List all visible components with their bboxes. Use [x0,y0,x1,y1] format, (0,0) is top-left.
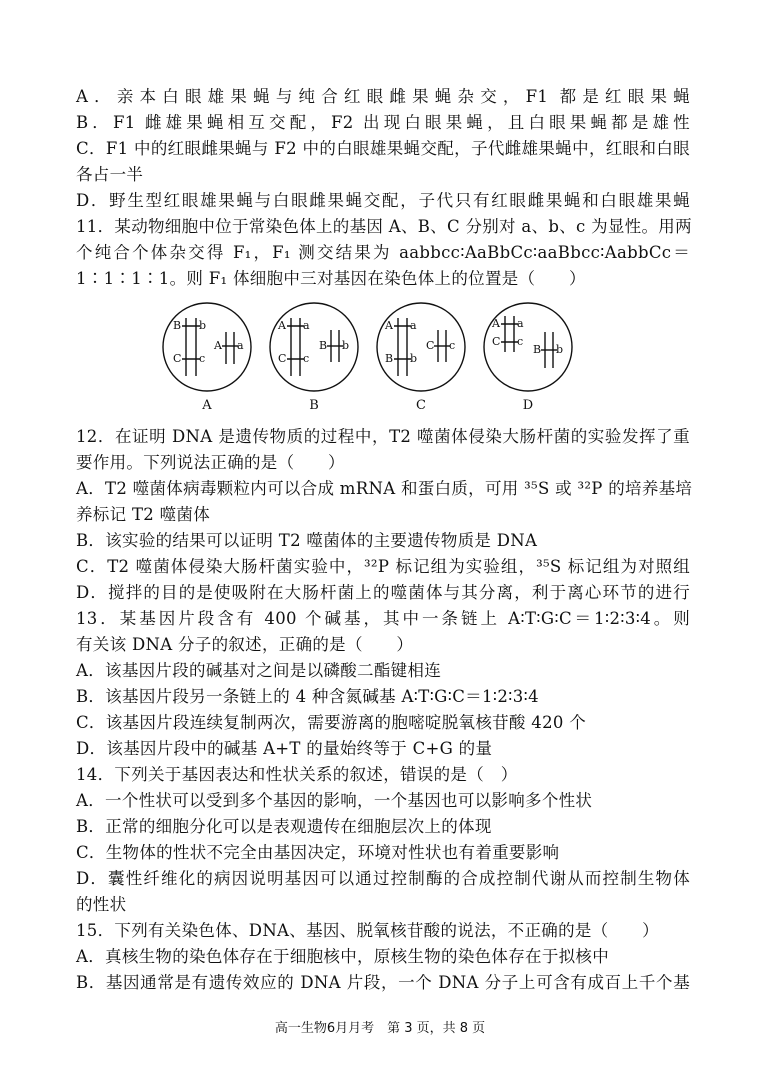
gene-label: b [342,339,350,352]
gene-label: a [517,317,524,330]
q12-stem-line-2: 要作用。下列说法正确的是（ ） [76,453,345,472]
gene-label: a [303,319,310,332]
q14-option-d: D．囊性纤维化的病因说明基因可以通过控制酶的合成控制代谢从而控制生物体 [76,869,690,888]
gene-label: c [517,335,524,348]
option-label-a: A [202,398,212,413]
q12-option-c: C．T2 噬菌体侵染大肠杆菌实验中，³²P 标记组为实验组，³⁵S 标记组为对照组 [76,557,690,576]
q15-option-a: A．真核生物的染色体存在于细胞核中，原核生物的染色体存在于拟核中 [76,947,610,966]
gene-label: B [173,319,182,332]
gene-label: A [492,317,500,330]
q11-stem-line-3: 1∶1∶1∶1。则 F₁ 体细胞中三对基因在染色体上的位置是（ ） [76,269,586,288]
gene-label: b [410,352,418,365]
q13-stem-line-2: 有关该 DNA 分子的叙述，正确的是（ ） [76,635,414,654]
q15-stem: 15．下列有关染色体、DNA、基因、脱氧核苷酸的说法，不正确的是（ ） [76,921,659,940]
q11-diagram-c[interactable] [374,300,468,418]
q13-option-d: D．该基因片段中的碱基 A+T 的量始终等于 C+G 的量 [76,739,493,758]
gene-label: B [319,339,328,352]
q13-option-c: C．该基因片段连续复制两次，需要游离的胞嘧啶脱氧核苷酸 420 个 [76,713,587,732]
q14-stem: 14．下列关于基因表达和性状关系的叙述，错误的是（ ） [76,765,518,784]
gene-label: c [303,352,310,365]
page-footer: 高一生物6月月考 第 3 页，共 8 页 [274,1021,486,1036]
q11-stem-line-1: 11．某动物细胞中位于常染色体上的基因 A、B、C 分别对 a、b、c 为显性。用两 [76,217,692,236]
gene-label: a [410,319,417,332]
q12-option-a: A．T2 噬菌体病毒颗粒内可以合成 mRNA 和蛋白质，可用 ³⁵S 或 ³²P 的培养基培 [76,479,693,498]
gene-label: c [449,339,456,352]
q12-option-d: D．搅拌的目的是使吸附在大肠杆菌上的噬菌体与其分离，利于离心环节的进行 [76,583,690,602]
q10-option-b: B．F1 雌雄果蝇相互交配，F2 出现白眼果蝇，且白眼果蝇都是雄性 [76,113,690,132]
gene-label: b [199,319,207,332]
q11-diagram-b[interactable] [267,300,361,418]
q14-option-a: A．一个性状可以受到多个基因的影响，一个基因也可以影响多个性状 [76,791,593,810]
q10-option-d: D．野生型红眼雄果蝇与白眼雌果蝇交配，子代只有红眼雌果蝇和白眼雄果蝇 [76,191,690,210]
gene-label: B [533,343,542,356]
q10-option-c-cont: 各占一半 [76,165,144,184]
option-label-c: C [416,398,426,413]
q12-option-b: B．该实验的结果可以证明 T2 噬菌体的主要遗传物质是 DNA [76,531,538,550]
q11-diagram-options [160,300,580,418]
q12-stem-line-1: 12．在证明 DNA 是遗传物质的过程中，T2 噬菌体侵染大肠杆菌的实验发挥了重 [76,427,690,446]
option-label-b: B [309,398,319,413]
gene-label: B [385,352,394,365]
q11-diagram-d[interactable] [481,300,575,418]
q14-option-d-cont: 的性状 [76,895,127,914]
q14-option-b: B．正常的细胞分化可以是表观遗传在细胞层次上的体现 [76,817,492,836]
q14-option-c: C．生物体的性状不完全由基因决定，环境对性状也有着重要影响 [76,843,560,862]
q10-option-a: A．亲本白眼雄果蝇与纯合红眼雌果蝇杂交，F1 都是红眼果蝇 [76,87,690,106]
q12-option-a-cont: 养标记 T2 噬菌体 [76,505,210,524]
q11-stem-line-2: 个纯合个体杂交得 F₁，F₁ 测交结果为 aabbcc∶AaBbCc∶aaBbcc∶AabbCc＝ [76,243,690,262]
gene-label: A [214,339,222,352]
gene-label: c [199,352,206,365]
q10-option-c: C．F1 中的红眼雌果蝇与 F2 中的白眼雄果蝇交配，子代雌雄果蝇中，红眼和白眼 [76,139,690,158]
gene-label: A [278,319,286,332]
q13-option-b: B．该基因片段另一条链上的 4 种含氮碱基 A∶T∶G∶C＝1∶2∶3∶4 [76,687,539,706]
q15-option-b: B．基因通常是有遗传效应的 DNA 片段，一个 DNA 分子上可含有成百上千个基 [76,973,690,992]
gene-label: C [278,352,287,365]
gene-label: C [173,352,182,365]
q13-stem-line-1: 13．某基因片段含有 400 个碱基，其中一条链上 A∶T∶G∶C＝1∶2∶3∶4。则 [76,609,690,628]
q11-diagram-a[interactable] [160,300,254,418]
gene-label: b [556,343,564,356]
gene-label: a [237,339,244,352]
q13-option-a: A．该基因片段的碱基对之间是以磷酸二酯键相连 [76,661,442,680]
gene-label: A [385,319,393,332]
gene-label: C [492,335,501,348]
gene-label: C [426,339,435,352]
option-label-d: D [522,398,534,413]
